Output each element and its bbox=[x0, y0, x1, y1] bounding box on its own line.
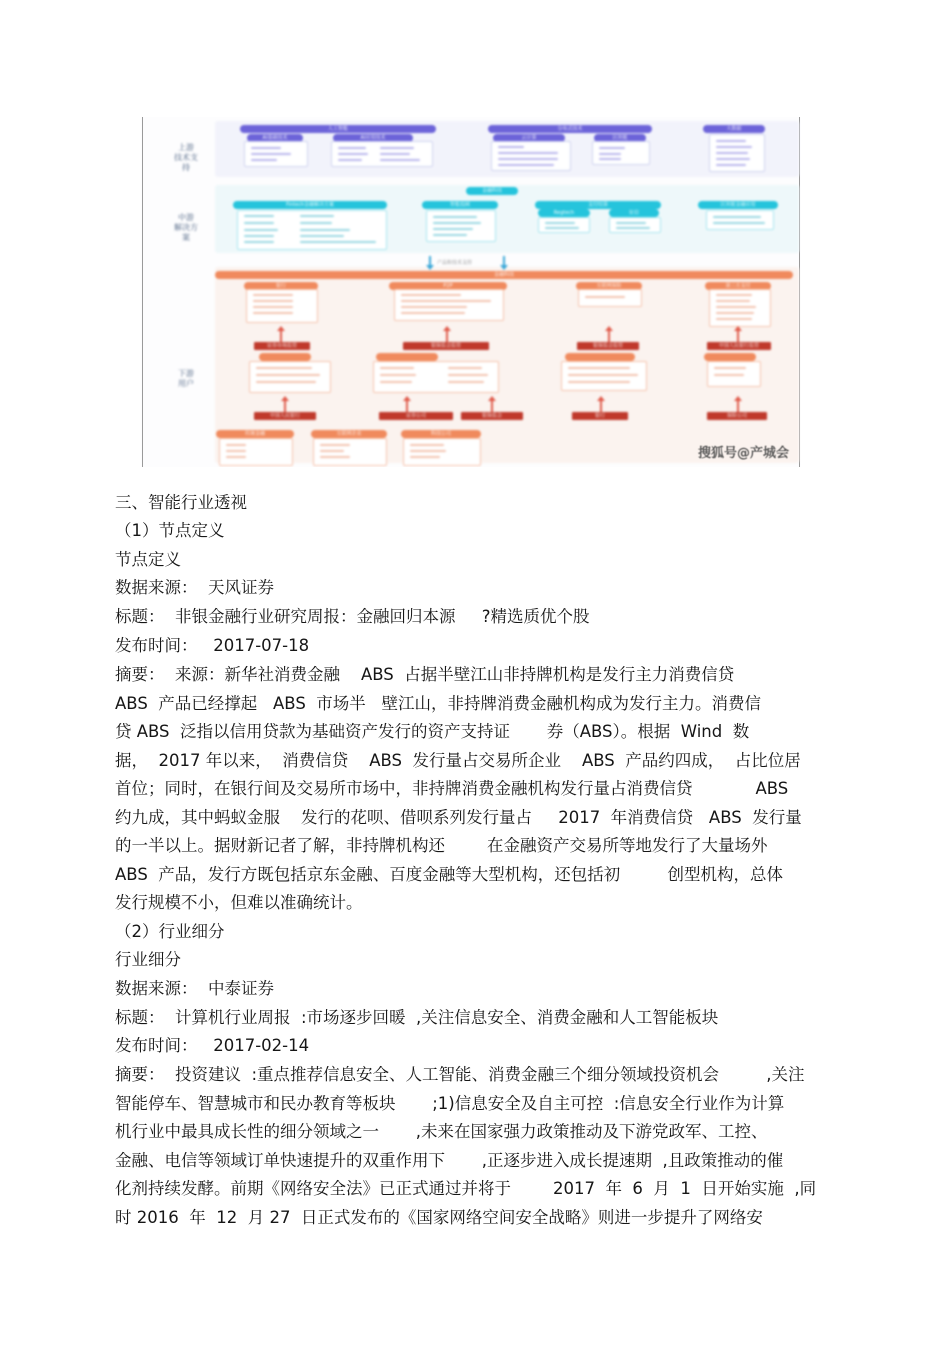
pill-user-group-4 bbox=[704, 353, 756, 361]
red-tag-insurer: 保险公司 bbox=[707, 412, 767, 420]
pill-ai: 人工智能 bbox=[240, 125, 436, 133]
section-3-1-abstract-line: 摘要： 来源：新华社消费金融 ABS 占据半壁江山非持牌机构是发行主力消费信贷 bbox=[115, 665, 735, 684]
pill-user-group-3 bbox=[565, 353, 635, 361]
section-3-2-source: 数据来源： 中泰证券 bbox=[115, 979, 274, 998]
pill-user-group-1 bbox=[259, 353, 311, 361]
section-3-2-abstract-line: 摘要： 投资建议 :重点推荐信息安全、人工智能、消费金融三个细分领域投资机会 ,关注 bbox=[115, 1065, 805, 1084]
red-tag-cbirc-3: 银保监会 bbox=[461, 412, 523, 420]
box-robo-advisor bbox=[426, 210, 496, 242]
section-3-title: 三、智能行业透视 bbox=[115, 493, 247, 512]
box-user-group-4 bbox=[707, 361, 761, 387]
box-tech-companies bbox=[403, 438, 481, 466]
box-bank bbox=[246, 289, 318, 323]
box-blockchain bbox=[592, 141, 650, 165]
red-tag-cbirc-2: 银保监会监管 bbox=[577, 342, 639, 350]
section-3-1-date: 发布时间： 2017-07-18 bbox=[115, 636, 310, 655]
section-3-2-date: 发布时间： 2017-02-14 bbox=[115, 1036, 310, 1055]
box-blockchain-app bbox=[706, 210, 774, 230]
red-tag-cbirc-1: 银保监会监管 bbox=[403, 342, 489, 350]
flow-label: 产品和技术支持 bbox=[437, 260, 473, 266]
pill-traditional-finance: 传统金融 bbox=[216, 430, 294, 438]
arrow-up-1 bbox=[280, 329, 282, 343]
arrow-up-7 bbox=[491, 399, 493, 413]
upstream-label: 上游 技术支持 bbox=[174, 143, 198, 172]
section-3-1-abstract-line: 首位；同时，在银行间及交易所市场中，非持牌消费金融机构发行量占消费信贷 ABS bbox=[115, 779, 789, 798]
pill-cloud: 云计算 bbox=[493, 134, 565, 142]
red-tag-pboc-regulator: 中国人民银行监管 bbox=[707, 342, 771, 350]
box-ai-base bbox=[244, 141, 308, 167]
box-regtech bbox=[538, 217, 590, 233]
pill-third-party-payment: 第三方支付 bbox=[705, 282, 771, 290]
box-payment bbox=[709, 289, 771, 327]
section-3-1-abstract-line: ABS 产品已经撑起 ABS 市场半 壁江山，非持牌消费金融机构成为发行主力。消费信 bbox=[115, 694, 762, 713]
box-user-group-1 bbox=[249, 361, 331, 393]
box-traditional-finance bbox=[219, 438, 293, 466]
box-user-group-2 bbox=[373, 361, 499, 393]
pill-ai-base: AI基础技术 bbox=[247, 134, 303, 142]
pill-bank: 银行 bbox=[244, 282, 318, 290]
section-3-2-abstract-line: 时 2016 年 12 月 27 日正式发布的《国家网络空间安全战略》则进一步提升了网络安 bbox=[115, 1208, 763, 1227]
section-3-2-subtitle: 行业细分 bbox=[115, 950, 181, 969]
box-internet-companies bbox=[313, 438, 387, 466]
arrow-up-3 bbox=[608, 329, 610, 343]
section-3-2-heading: （2）行业细分 bbox=[115, 922, 225, 941]
section-3-1-abstract-line: 据， 2017 年以来， 消费信贷 ABS 发行量占交易所企业 ABS 产品约四成， 占比位居 bbox=[115, 751, 801, 770]
red-tag-bank: 银行 bbox=[572, 412, 628, 420]
figure-diagram bbox=[141, 117, 801, 467]
section-3-2-abstract-line: 金融、电信等领域订单快速提升的双重作用下 ,正逐步进入成长提速期 ,且政策推动的催 bbox=[115, 1151, 784, 1170]
section-3-2-abstract-line: 化剂持续发酵。前期《网络安全法》已正式通过并将于 2017 年 6 月 1 日开始实施 ,同 bbox=[115, 1179, 817, 1198]
pill-robo-advisor: 智能投顾 bbox=[422, 201, 498, 209]
section-3-1-abstract-line: ABS 产品，发行方既包括京东金融、百度金融等大型机构，还包括初 创型机构，总体 bbox=[115, 865, 783, 884]
box-p2p bbox=[394, 289, 504, 321]
arrow-up-8 bbox=[600, 399, 602, 413]
box-ai-app bbox=[331, 141, 433, 167]
pill-blockchain-app: 区块链金融应用 bbox=[698, 201, 778, 209]
box-insurance bbox=[578, 289, 642, 307]
section-3-1-title: 标题： 非银金融行业研究周报：金融回归本源 ?精选质优个股 bbox=[115, 607, 590, 626]
pill-regtech: Regtech bbox=[538, 209, 590, 217]
box-cloud bbox=[491, 141, 571, 171]
arrow-up-5 bbox=[284, 399, 286, 413]
fintech-banner: 金融科技 bbox=[215, 271, 793, 279]
pill-tech-companies: 科技公司 bbox=[401, 430, 481, 438]
arrow-up-6 bbox=[406, 399, 408, 413]
watermark: 搜狐号@产城会 bbox=[697, 446, 789, 461]
section-3-2-title: 标题： 计算机行业周报 :市场逐步回暖 ,关注信息安全、消费金融和人工智能板块 bbox=[115, 1008, 719, 1027]
pill-ai-app: AI应用技术 bbox=[333, 134, 413, 142]
arrow-up-9 bbox=[737, 399, 739, 413]
flow-arrow-right bbox=[503, 256, 505, 266]
box-credit bbox=[609, 217, 661, 233]
section-3-2-abstract-line: 智能停车、智慧城市和民办教育等板块 ;1)信息安全及自主可控 :信息安全行业作为计算 bbox=[115, 1094, 785, 1113]
pill-payment: 支付结算 bbox=[535, 201, 661, 209]
red-tag-pboc: 中国人民银行 bbox=[254, 412, 316, 420]
box-user-group-3 bbox=[561, 361, 647, 391]
pill-p2p: P2P bbox=[389, 282, 507, 290]
pill-credit: 征信 bbox=[609, 209, 659, 217]
section-3-1-abstract-line: 约九成，其中蚂蚁金服 发行的花呗、借呗系列发行量占 2017 年消费信贷 ABS 发行量 bbox=[115, 808, 802, 827]
arrow-up-2 bbox=[446, 329, 448, 343]
section-3-2-abstract-line: 机行业中最具成长性的细分领域之一 ,未来在国家强力政策推动及下游党政军、工控、 bbox=[115, 1122, 768, 1141]
arrow-up-4 bbox=[737, 329, 739, 343]
pill-bigdata: 大数据 bbox=[703, 125, 765, 133]
midstream-label: 中游 解决方案 bbox=[174, 213, 198, 242]
section-3-1-abstract-line: 的一半以上。据财新记者了解，非持牌机构还 在金融资产交易所等地发行了大量场外 bbox=[115, 836, 768, 855]
section-3-1-abstract-line: 贷 ABS 泛指以信用贷款为基础资产发行的资产支持证 券（ABS）。根据 Wind 数 bbox=[115, 722, 750, 741]
pill-insurance: 互联网保险 bbox=[576, 282, 642, 290]
red-tag-securities-regulator: 证券市场监管 bbox=[254, 342, 310, 350]
downstream-label: 下游 用户 bbox=[178, 369, 194, 388]
pill-blockchain: 区块链 bbox=[594, 134, 646, 142]
pill-internet-companies: 互联网企业 bbox=[311, 430, 387, 438]
industry-chain-figure bbox=[141, 117, 801, 467]
section-3-1-abstract-line: 发行规模不小，但难以准确统计。 bbox=[115, 893, 363, 912]
section-3-1-source: 数据来源： 天风证券 bbox=[115, 578, 274, 597]
box-bigdata bbox=[709, 134, 765, 172]
flow-arrow-left bbox=[429, 256, 431, 266]
pill-fintech: 金融科技 bbox=[466, 187, 518, 195]
pill-user-group-2 bbox=[376, 353, 438, 361]
red-tag-securities-firm: 证券公司 bbox=[379, 412, 453, 420]
section-3-1-subtitle: 节点定义 bbox=[115, 550, 181, 569]
section-3-1-heading: （1）节点定义 bbox=[115, 521, 225, 540]
pill-fintech-solutions: Fintech金融解决方案 bbox=[233, 201, 387, 209]
box-fintech-solutions bbox=[237, 210, 387, 250]
pill-distributed: 分布式技术 bbox=[488, 125, 652, 133]
